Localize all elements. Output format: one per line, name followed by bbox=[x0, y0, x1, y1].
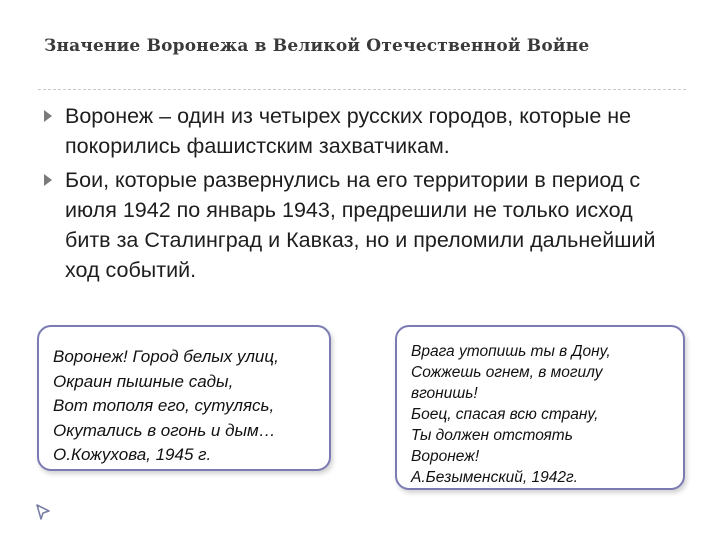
quote-box-kozhukhova bbox=[37, 325, 331, 471]
bullet-text: Воронеж – один из четырех русских городов, которые не покорились фашистским захватчикам. bbox=[65, 104, 632, 158]
quote-line: Сожжешь огнем, в могилу bbox=[411, 364, 603, 381]
slide-title: Значение Воронежа в Великой Отечественной Войне bbox=[44, 36, 590, 56]
quote-attribution: О.Кожухова, 1945 г. bbox=[53, 445, 212, 464]
quote-line: Окраин пышные сады, bbox=[53, 371, 234, 391]
bullet-item bbox=[44, 101, 684, 161]
title-divider bbox=[38, 89, 686, 90]
quote-line: Вот тополя его, сутулясь, bbox=[53, 396, 275, 415]
bullet-arrow-icon bbox=[44, 174, 52, 186]
quote-line: вгонишь! bbox=[411, 385, 478, 402]
quote-line: Окутались в огонь и дым… bbox=[53, 420, 276, 440]
bullet-item bbox=[44, 165, 684, 285]
quote-attribution: А.Безыменский, 1942г. bbox=[411, 469, 578, 486]
quote-line: Ты должен отстоять bbox=[411, 427, 573, 444]
bullet-text: Бои, которые развернулись на его территории в период с июля 1942 по январь 1943, предрешили не только исход битв за Сталинград и Кавказ, но и преломили дальнейший ход событий. bbox=[65, 168, 656, 282]
bullet-list bbox=[44, 101, 684, 289]
slide-nav-arrow-icon[interactable] bbox=[34, 503, 52, 521]
quote-line: Боец, спасая всю страну, bbox=[411, 406, 599, 423]
quote-box-bezymensky bbox=[395, 325, 685, 490]
bullet-arrow-icon bbox=[44, 110, 52, 122]
quote-line: Воронеж! Город белых улиц, bbox=[53, 347, 279, 366]
quote-line: Врага утопишь ты в Дону, bbox=[411, 343, 611, 360]
quote-line: Воронеж! bbox=[411, 448, 480, 465]
